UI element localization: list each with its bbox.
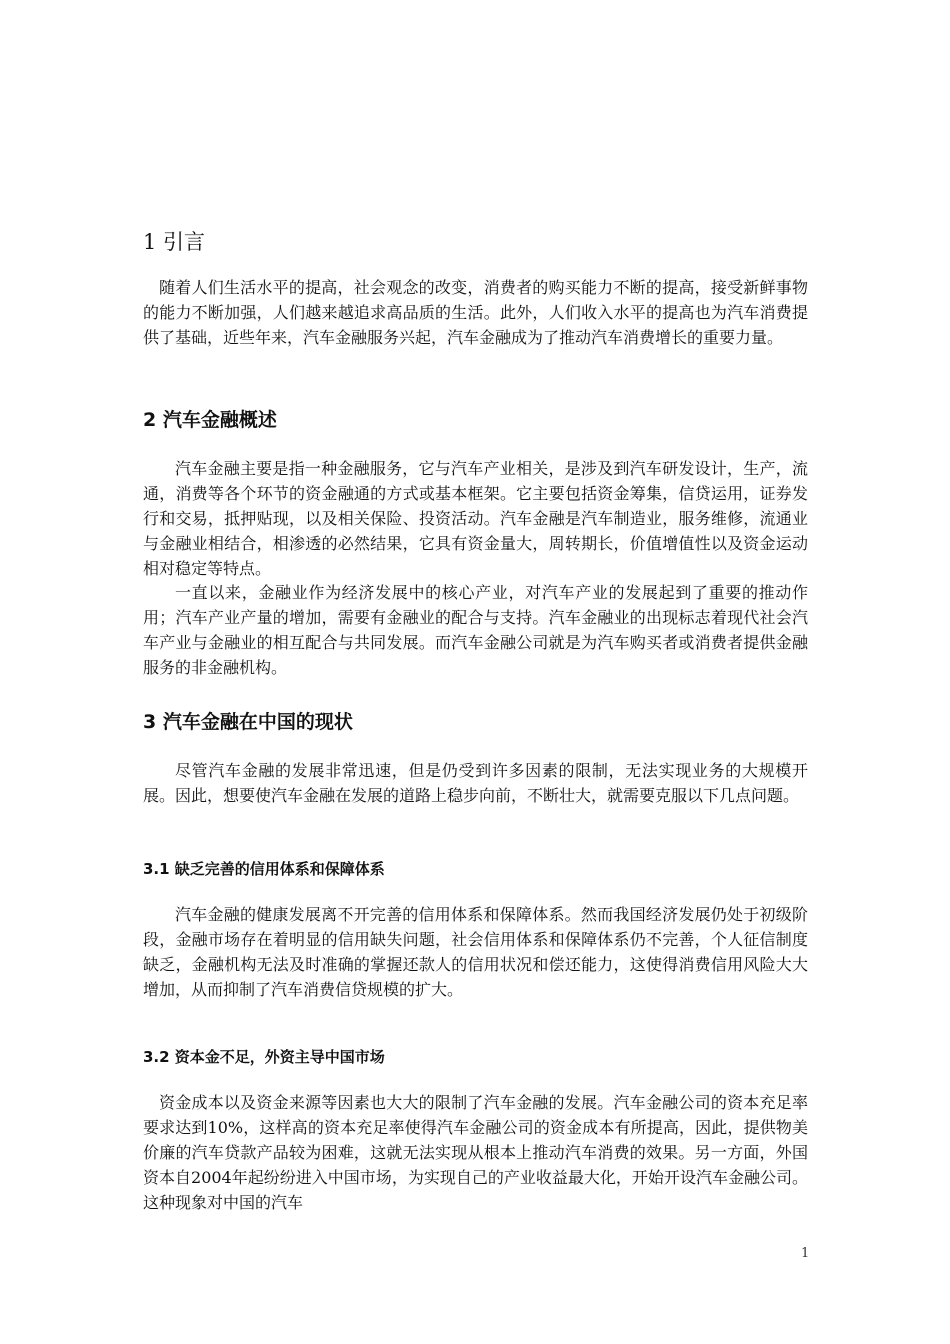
paragraph-overview-1: 汽车金融主要是指一种金融服务，它与汽车产业相关，是涉及到汽车研发设计，生产，流通，消费等各个环节的资金融通的方式或基本框架。它主要包括资金筹集，信贷运用，证券发行和交易，抵押贴现，以及相关保险、投资活动。汽车金融是汽车制造业，服务维修，流通业与金融业相结合，相渗透的必然结果，它具有资金量大，周转期长，价值增值性以及资金运动相对稳定等特点。 [143, 459, 808, 578]
section-heading-overview: 2 汽车金融概述 [143, 409, 277, 431]
subsection-heading-capital: 3.2 资本金不足，外资主导中国市场 [143, 1048, 385, 1066]
subsection-heading-credit: 3.1 缺乏完善的信用体系和保障体系 [143, 860, 385, 878]
paragraph-capital: 资金成本以及资金来源等因素也大大的限制了汽车金融的发展。汽车金融公司的资本充足率要求达到10%，这样高的资本充足率使得汽车金融公司的资金成本有所提高，因此，提供物美价廉的汽车贷款产品较为困难，这就无法实现从根本上推动汽车消费的效果。另一方面，外国资本自2004年起纷纷进入中国市场，为实现自己的产业收益最大化，开始开设汽车金融公司。这种现象对中国的汽车 [143, 1093, 808, 1212]
section-heading-status: 3 汽车金融在中国的现状 [143, 711, 353, 733]
paragraph-overview-2: 一直以来，金融业作为经济发展中的核心产业，对汽车产业的发展起到了重要的推动作用；汽车产业产量的增加，需要有金融业的配合与支持。汽车金融业的出现标志着现代社会汽车产业与金融业的相互配合与共同发展。而汽车金融公司就是为汽车购买者或消费者提供金融服务的非金融机构。 [143, 583, 808, 677]
paragraph-credit: 汽车金融的健康发展离不开完善的信用体系和保障体系。然而我国经济发展仍处于初级阶段，金融市场存在着明显的信用缺失问题，社会信用体系和保障体系仍不完善，个人征信制度缺乏，金融机构无法及时准确的掌握还款人的信用状况和偿还能力，这使得消费信用风险大大增加，从而抑制了汽车消费信贷规模的扩大。 [143, 905, 808, 999]
page-number: 1 [801, 1246, 810, 1261]
paragraph-status: 尽管汽车金融的发展非常迅速，但是仍受到许多因素的限制，无法实现业务的大规模开展。因此，想要使汽车金融在发展的道路上稳步向前，不断壮大，就需要克服以下几点问题。 [143, 761, 808, 805]
section-heading-intro: 1 引言 [143, 230, 206, 254]
paragraph-intro: 随着人们生活水平的提高，社会观念的改变，消费者的购买能力不断的提高，接受新鲜事物的能力不断加强，人们越来越追求高品质的生活。此外，人们收入水平的提高也为汽车消费提供了基础，近些年来，汽车金融服务兴起，汽车金融成为了推动汽车消费增长的重要力量。 [143, 278, 808, 347]
